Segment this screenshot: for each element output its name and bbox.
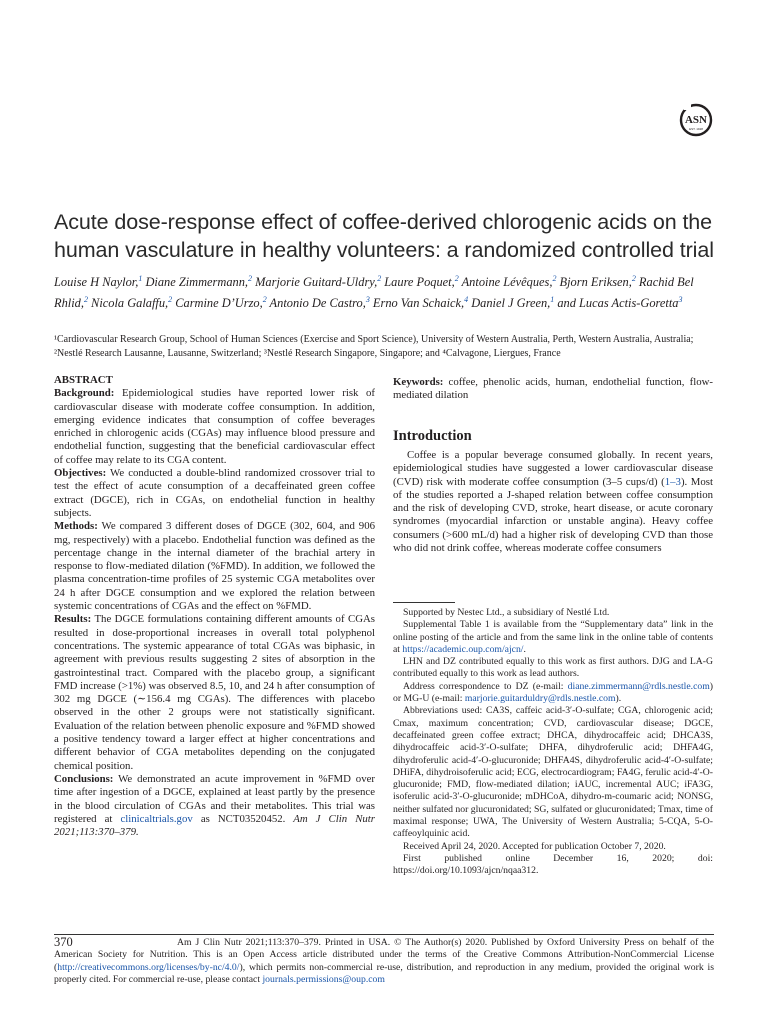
introduction-heading: Introduction (393, 428, 472, 444)
author-affiliation-marker[interactable]: 2 (83, 295, 88, 305)
author-affiliation-marker[interactable]: 2 (248, 274, 253, 283)
footnote-supplemental: Supplemental Table 1 is available from the “Supplementary data” link in the online posting of the article and from the same link in the online table of contents at https://academic.oup.com/ajcn/. (393, 619, 713, 655)
asn-logo (679, 100, 713, 140)
affiliations (54, 333, 719, 360)
permissions-email-link[interactable]: journals.permissions@oup.com (262, 974, 385, 986)
author-list (54, 270, 719, 312)
author-name: Daniel J Green, (468, 296, 551, 311)
logo-text: ASN (684, 114, 708, 126)
author-name: Erno Van Schaick, (369, 296, 465, 311)
footnote-published: First published online December 16, 2020; doi: https://doi.org/10.1093/ajcn/nqaa312. (393, 852, 713, 877)
author-affiliation-marker[interactable]: 2 (168, 295, 173, 305)
abstract-conclusions: Conclusions: We demonstrated an acute improvement in %FMD over time after ingestion of a DGCE, explained at least partly by the presence in the blood circulation of CGAs and their metabolites. This trial was registered at clinicaltrials.gov as NCT03520452. Am J Clin Nutr 2021;113:370–379. (54, 772, 375, 839)
introduction-text: Coffee is a popular beverage consumed globally. In recent years, epidemiological studies have suggested a lower cardiovascular disease (CVD) risk with moderate coffee consumption (3–5 cups/d) (1–3). Most of the studies reported a J-shaped relation between coffee consumption and the risk of developing CVD, stroke, heart disease, or acute coronary syndromes (myocardial infarction or unstable angina). Heavy coffee consumers (>600 mL/d) had a higher risk of developing CVD than those who did not drink coffee, whereas moderate coffee consumers (393, 449, 713, 555)
affiliation-line-2: ²Nestlé Research Lausanne, Lausanne, Switzerland; ³Nestlé Research Singapore, Singapore; and ⁴Calvagone, Liergues, France (54, 347, 561, 359)
author-name: Rachid Bel Rhlid, (54, 275, 694, 311)
author-name: Antonio De Castro, (266, 296, 366, 311)
trial-registry-link[interactable]: clinicaltrials.gov (120, 812, 193, 825)
author-affiliation-marker[interactable]: 2 (552, 274, 557, 283)
author-name: Diane Zimmermann, (142, 275, 249, 290)
abstract-results: Results: The DGCE formulations containing different amounts of CGAs resulted in dose-proportional increases in overall total polyphenol concentrations. The systemic appearance of total CGAs was biphasic, in agreement with previous results suggesting 2 sites of absorption in the gastrointestinal tract. Compared with the placebo group, a significant FMD increase (>1%) was observed 8.5, 10, and 24 h after consumption of 302 mg DGCE (∼156.4 mg CGAs). The differences with placebo observed in the other 2 groups were not statistically significant. Evaluation of the relation between phenolic exposure and %FMD showed a positive tendency toward a larger effect at higher concentrations and different behavior of CGA metabolites depending on the conjugated chemical position. (54, 613, 375, 772)
footnote-support: Supported by Nestec Ltd., a subsidiary of Nestlé Ltd. (403, 607, 610, 618)
abstract-methods: Methods: We compared 3 different doses of DGCE (302, 604, and 906 mg, respectively) with a placebo. Endothelial function was defined as the percentage change in the internal diameter of the brachial artery in response to flow-mediated dilation (%FMD). In addition, we followed the plasma concentration-time profiles of 25 systemic CGA metabolites over 24 h after DGCE consumption and we explored the relation between systemic concentrations of CGAs and the effect on %FMD. (54, 520, 375, 613)
author-name: Carmine D’Urzo, (172, 296, 263, 311)
article-title: Acute dose-response effect of coffee-derived chlorogenic acids on the human vasculature in healthy volunteers: a randomized controlled trial (54, 210, 714, 262)
footer-divider (54, 934, 714, 935)
license-link[interactable]: http://creativecommons.org/licenses/by-nc/4.0/ (57, 961, 240, 973)
footnote-received: Received April 24, 2020. Accepted for publication October 7, 2020. (403, 840, 666, 852)
author-affiliation-marker[interactable]: 1 (550, 295, 555, 305)
email-link-mgu[interactable]: marjorie.guitarduldry@rdls.nestle.com (464, 693, 616, 705)
author-affiliation-marker[interactable]: 3 (678, 295, 683, 305)
author-affiliation-marker[interactable]: 2 (631, 274, 636, 283)
author-affiliation-marker[interactable]: 2 (377, 274, 382, 283)
license-text: Am J Clin Nutr 2021;113:370–379. Printed in USA. © The Author(s) 2020. Published by Oxford University Press on behalf of the American Society for Nutrition. This is an Open Access article distributed under the terms of the Creative Commons Attribution-NonCommercial License (http://creativecommons.org/licenses/by-nc/4.0/), which permits non-commercial re-use, distribution, and reproduction in any medium, provided the original work is properly cited. For commercial re-use, please contact journals.permissions@oup.com (54, 937, 714, 986)
abstract-objectives: Objectives: We conducted a double-blind randomized crossover trial to test the effect of acute consumption of a decaffeinated green coffee extract (DGCE), rich in CGAs, on endothelial function in healthy subjects. (54, 467, 375, 519)
author-name: Laure Poquet, (381, 275, 455, 290)
author-name: Nicola Galaffu, (87, 296, 169, 311)
logo-subtext: EST. 1928 (689, 127, 703, 131)
author-name: Antoine Lévêques, (458, 275, 553, 290)
footnote-contributions: LHN and DZ contributed equally to this work as first authors. DJG and LA-G contributed equally to this work as lead authors. (393, 656, 713, 680)
author-affiliation-marker[interactable]: 3 (365, 295, 370, 305)
footnote-address: Address correspondence to DZ (e-mail: diane.zimmermann@rdls.nestle.com) or MG-U (e-mail: marjorie.guitarduldry@rdls.nestle.com). (393, 680, 713, 705)
author-name: Louise H Naylor, (54, 275, 139, 290)
affiliation-line-1: ¹Cardiovascular Research Group, School of Human Sciences (Exercise and Sport Science), University of Western Australia, Perth, Western Australia, Australia; (54, 334, 694, 345)
keywords: Keywords: coffee, phenolic acids, human, endothelial function, flow-mediated dilation (393, 376, 713, 402)
reference-link[interactable]: 1–3 (664, 475, 681, 488)
author-affiliation-marker[interactable]: 2 (262, 295, 267, 305)
footnote-abbreviations: Abbreviations used: CA3S, caffeic acid-3′-O-sulfate; CGA, chlorogenic acid; Cmax, maximum concentration; CVD, cardiovascular disease; DGCE, decaffeinated green coffee extract; DHCA, dihydrocaffeic acid; DHCA3S, dihydrocaffeic acid-3′-O-sulfate; DHFA, dihydroferulic acid; DHFA4G, dihydroferulic acid-4′-O-glucuronide; DHFA4S, dihydroferulic acid-4′-O-sulfate; DHiFA, dihydroisoferulic acid; ECG, electrocardiogram; FA4G, ferulic acid-4′-O-glucuronide; FMD, flow-mediated dilation; iAUC, incremental AUC; iFA3G, isoferulic acid-3′-O-glucuronide; mDHCoA, dihydro-m-coumaric acid; NONSG, neither sulfated nor glucuronidated; SG, sulfated or glucuronidated; Tmax, time of maximal response; UWA, The University of Western Australia; 5-CQA, 5-O-caffeoylquinic acid. (393, 705, 713, 840)
abstract-citation: Am J Clin Nutr 2021;113:370–379. (54, 812, 375, 839)
abstract (54, 374, 375, 839)
author-affiliation-marker[interactable]: 4 (464, 295, 469, 305)
page-number: 370 (54, 935, 73, 949)
author-name: Marjorie Guitard-Uldry, (252, 275, 378, 290)
footnotes (393, 607, 713, 878)
abstract-background: Background: Epidemiological studies have reported lower risk of cardiovascular disease with moderate coffee consumption. In addition, emerging evidence indicates that consumption of coffee beverages enriched in chlorogenic acids (CGAs) may influence blood pressure and endothelial function, suggesting that the beneficial cardiovascular effect of coffee may relate to its CGA content. (54, 387, 375, 466)
abstract-heading: ABSTRACT (54, 374, 113, 386)
footnote-divider (393, 602, 455, 603)
author-name: Bjorn Eriksen, (556, 275, 632, 290)
author-affiliation-marker[interactable]: 1 (138, 274, 143, 283)
email-link-dz[interactable]: diane.zimmermann@rdls.nestle.com (567, 680, 710, 692)
asn-seal-icon (679, 100, 713, 140)
author-affiliation-marker[interactable]: 2 (454, 274, 459, 283)
journal-link[interactable]: https://academic.oup.com/ajcn/ (402, 643, 524, 655)
author-name: and Lucas Actis-Goretta (554, 296, 679, 311)
